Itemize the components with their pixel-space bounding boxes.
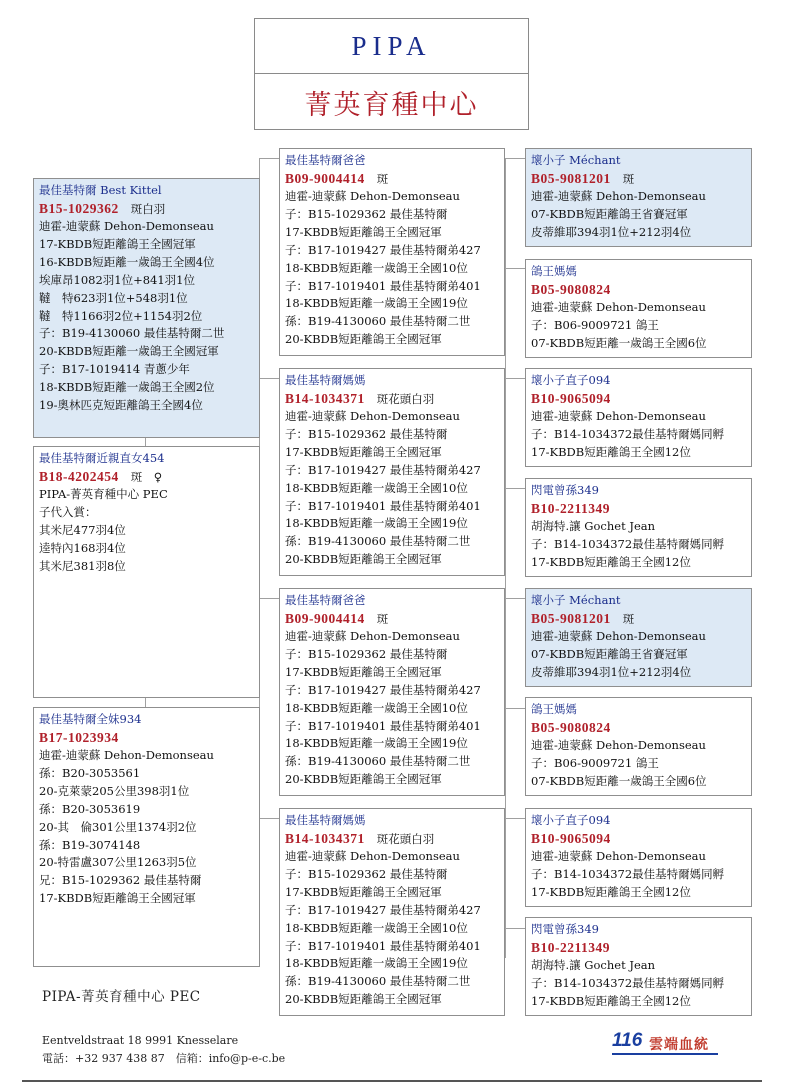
connector	[505, 928, 525, 929]
detail-line: 子：B17-1019401 最佳基特爾弟401	[285, 718, 481, 733]
detail-line: 17-KBDB短距離鴿王全國冠軍	[285, 664, 442, 679]
bottom-divider	[22, 1080, 762, 1082]
page-header	[254, 18, 529, 130]
pigeon-name: 最佳基特爾全妹934	[39, 712, 142, 726]
pigeon-name: 壞小子直子094	[531, 813, 611, 827]
detail-line: 迪霍-迪蒙蘇 Dehon-Demonseau	[285, 189, 460, 203]
mate-card	[33, 446, 260, 698]
sister-card	[33, 707, 260, 967]
ring-number: B17-1023934	[39, 730, 119, 745]
detail-line: 18-KBDB短距離一歲鴿王全國19位	[285, 736, 468, 751]
detail-line: 其米尼381羽8位	[39, 558, 126, 573]
footer-org-name: PIPA-菁英育種中心 PEC	[42, 989, 201, 1005]
detail-line: 子：B06-9009721 鴿王	[531, 317, 659, 332]
detail-line: 子：B15-1029362 最佳基特爾	[285, 206, 448, 221]
detail-line: 迪霍-迪蒙蘇 Dehon-Demonseau	[39, 748, 214, 762]
detail-line: 埃庫昂1082羽1位+841羽1位	[39, 272, 195, 287]
plumage-color: 斑白羽	[130, 202, 166, 216]
plumage-color: 斑花頭白羽	[376, 392, 435, 406]
plumage-color: 斑	[622, 172, 635, 186]
footer-contact	[42, 1032, 285, 1068]
detail-line: 16-KBDB短距離一歲鴿王全國4位	[39, 254, 215, 269]
detail-line: 兄：B15-1029362 最佳基特爾	[39, 873, 202, 888]
logo-number: 116	[612, 1030, 643, 1051]
connector	[505, 158, 525, 159]
detail-line: 孫：B20-3053561	[39, 765, 141, 780]
detail-line: 子：B17-1019427 最佳基特爾弟427	[285, 682, 481, 697]
detail-line: 迪霍-迪蒙蘇 Dehon-Demonseau	[531, 849, 706, 863]
detail-line: 子：B14-1034372最佳基特爾媽同孵	[531, 536, 725, 551]
connector	[505, 598, 525, 599]
detail-line: 19-奧林匹克短距離鴿王全國4位	[39, 398, 203, 413]
detail-line: 子：B14-1034372最佳基特爾媽同孵	[531, 975, 725, 990]
detail-line: 逵特內168羽4位	[39, 540, 126, 555]
detail-line: 子：B15-1029362 最佳基特爾	[285, 646, 448, 661]
plumage-color: 斑	[622, 612, 635, 626]
ring-number: B05-9080824	[531, 282, 611, 297]
pigeon-name: 壞小子 Méchant	[531, 153, 621, 167]
detail-line: 迪霍-迪蒙蘇 Dehon-Demonseau	[531, 738, 706, 752]
detail-line: 子：B17-1019414 青蔥少年	[39, 362, 190, 377]
detail-line: 韃 特1166羽2位+1154羽2位	[39, 308, 203, 323]
detail-line: 其米尼477羽4位	[39, 522, 126, 537]
detail-line: 孫：B20-3053619	[39, 801, 141, 816]
pigeon-name: 壞小子 Méchant	[531, 593, 621, 607]
ring-number: B10-2211349	[531, 940, 611, 955]
detail-line: 20-特雷盧307公里1263羽5位	[39, 855, 197, 870]
detail-line: 20-KBDB短距離鴿王全國冠軍	[285, 552, 442, 567]
detail-line: 子代入賞：	[39, 504, 97, 519]
detail-line: 07-KBDB短距離鴿王省賽冠軍	[531, 206, 688, 221]
detail-line: 18-KBDB短距離一歲鴿王全國10位	[285, 700, 468, 715]
detail-line: 迪霍-迪蒙蘇 Dehon-Demonseau	[531, 409, 706, 423]
detail-line: 皮蒂維耶394羽1位+212羽4位	[531, 664, 692, 679]
grandparent-card	[525, 478, 752, 577]
detail-line: 07-KBDB短距離鴿王省賽冠軍	[531, 646, 688, 661]
cloud-pedigree-logo[interactable]	[612, 1030, 732, 1056]
detail-line: 子：B17-1019401 最佳基特爾弟401	[285, 278, 481, 293]
pigeon-name: 最佳基特爾媽媽	[285, 373, 366, 387]
subject-card	[33, 178, 260, 438]
detail-line: 18-KBDB短距離一歲鴿王全國10位	[285, 260, 468, 275]
ring-number: B09-9004414	[285, 611, 365, 626]
ring-number: B14-1034371	[285, 391, 365, 406]
detail-line: 17-KBDB短距離鴿王全國冠軍	[285, 224, 442, 239]
ring-number: B05-9081201	[531, 171, 611, 186]
detail-line: 17-KBDB短距離鴿王全國冠軍	[285, 884, 442, 899]
pigeon-name: 最佳基特爾爸爸	[285, 593, 366, 607]
detail-line: 17-KBDB短距離鴿王全國12位	[531, 554, 691, 569]
detail-line: 20-其 倫301公里1374羽2位	[39, 819, 197, 834]
detail-line: 18-KBDB短距離一歲鴿王全國19位	[285, 956, 468, 971]
connector	[259, 378, 279, 379]
detail-line: 韃 特623羽1位+548羽1位	[39, 290, 188, 305]
pigeon-name: 閃電曾孫349	[531, 483, 599, 497]
connector	[505, 708, 525, 709]
logo-text: 雲端血統	[649, 1037, 709, 1053]
grandparent-card	[525, 808, 752, 907]
detail-line: 18-KBDB短距離一歲鴿王全國10位	[285, 920, 468, 935]
detail-line: 子：B17-1019427 最佳基特爾弟427	[285, 242, 481, 257]
detail-line: 20-KBDB短距離鴿王全國冠軍	[285, 332, 442, 347]
plumage-color: 斑花頭白羽	[376, 832, 435, 846]
detail-line: 子：B17-1019427 最佳基特爾弟427	[285, 902, 481, 917]
plumage-color: 斑 ♀	[130, 470, 163, 484]
detail-line: 18-KBDB短距離一歲鴿王全國2位	[39, 380, 215, 395]
detail-line: 18-KBDB短距離一歲鴿王全國10位	[285, 480, 468, 495]
sire-card	[279, 148, 505, 356]
connector	[259, 598, 279, 599]
detail-line: 迪霍-迪蒙蘇 Dehon-Demonseau	[531, 189, 706, 203]
detail-line: 迪霍-迪蒙蘇 Dehon-Demonseau	[39, 219, 214, 233]
pigeon-name: 鴿王媽媽	[531, 702, 577, 716]
detail-line: PIPA-菁英育種中心 PEC	[39, 487, 168, 501]
detail-line: 子：B14-1034372最佳基特爾媽同孵	[531, 426, 725, 441]
footer-address: Eentveldstraat 18 9991 Knesselare	[42, 1034, 239, 1047]
detail-line: 07-KBDB短距離一歲鴿王全國6位	[531, 335, 707, 350]
ring-number: B15-1029362	[39, 201, 119, 216]
header-org: PIPA	[255, 19, 528, 74]
pigeon-name: 壞小子直子094	[531, 373, 611, 387]
plumage-color: 斑	[376, 172, 389, 186]
pigeon-name: 最佳基特爾 Best Kittel	[39, 183, 162, 197]
pigeon-name: 閃電曾孫349	[531, 922, 599, 936]
grandparent-card	[525, 697, 752, 796]
grandparent-card	[525, 148, 752, 247]
detail-line: 子：B17-1019427 最佳基特爾弟427	[285, 462, 481, 477]
detail-line: 17-KBDB短距離鴿王全國冠軍	[285, 444, 442, 459]
detail-line: 18-KBDB短距離一歲鴿王全國19位	[285, 516, 468, 531]
detail-line: 子：B17-1019401 最佳基特爾弟401	[285, 938, 481, 953]
ring-number: B10-2211349	[531, 501, 611, 516]
detail-line: 迪霍-迪蒙蘇 Dehon-Demonseau	[285, 849, 460, 863]
detail-line: 子：B14-1034372最佳基特爾媽同孵	[531, 866, 725, 881]
pigeon-name: 最佳基特爾爸爸	[285, 153, 366, 167]
ring-number: B10-9065094	[531, 391, 611, 406]
detail-line: 20-克萊蒙205公里398羽1位	[39, 783, 190, 798]
detail-line: 20-KBDB短距離鴿王全國冠軍	[285, 992, 442, 1007]
detail-line: 子：B17-1019401 最佳基特爾弟401	[285, 498, 481, 513]
grandparent-card	[525, 917, 752, 1016]
detail-line: 胡海特.讓 Gochet Jean	[531, 519, 656, 533]
detail-line: 孫：B19-4130060 最佳基特爾二世	[285, 974, 471, 989]
ring-number: B05-9080824	[531, 720, 611, 735]
connector	[259, 158, 279, 159]
detail-line: 孫：B19-4130060 最佳基特爾二世	[285, 534, 471, 549]
connector	[259, 818, 279, 819]
detail-line: 子：B19-4130060 最佳基特爾二世	[39, 326, 225, 341]
detail-line: 孫：B19-4130060 最佳基特爾二世	[285, 754, 471, 769]
sire-card	[279, 588, 505, 796]
ring-number: B10-9065094	[531, 831, 611, 846]
detail-line: 皮蒂維耶394羽1位+212羽4位	[531, 224, 692, 239]
detail-line: 17-KBDB短距離鴿王全國12位	[531, 884, 691, 899]
connector	[505, 378, 525, 379]
header-center-name: 菁英育種中心	[304, 89, 479, 121]
pigeon-name: 鴿王媽媽	[531, 264, 577, 278]
pigeon-name: 最佳基特爾近親直女454	[39, 451, 165, 465]
grandparent-card	[525, 368, 752, 467]
detail-line: 17-KBDB短距離鴿王全國冠軍	[39, 236, 196, 251]
connector	[505, 158, 506, 958]
detail-line: 07-KBDB短距離一歲鴿王全國6位	[531, 773, 707, 788]
dam-card	[279, 368, 505, 576]
detail-line: 迪霍-迪蒙蘇 Dehon-Demonseau	[285, 409, 460, 423]
plumage-color: 斑	[376, 612, 389, 626]
detail-line: 子：B15-1029362 最佳基特爾	[285, 866, 448, 881]
connector	[145, 437, 146, 446]
detail-line: 迪霍-迪蒙蘇 Dehon-Demonseau	[531, 629, 706, 643]
detail-line: 18-KBDB短距離一歲鴿王全國19位	[285, 296, 468, 311]
detail-line: 20-KBDB短距離一歲鴿王全國冠軍	[39, 344, 219, 359]
detail-line: 子：B15-1029362 最佳基特爾	[285, 426, 448, 441]
detail-line: 胡海特.讓 Gochet Jean	[531, 958, 656, 972]
detail-line: 20-KBDB短距離鴿王全國冠軍	[285, 772, 442, 787]
ring-number: B05-9081201	[531, 611, 611, 626]
detail-line: 孫：B19-3074148	[39, 837, 141, 852]
grandparent-card	[525, 588, 752, 687]
detail-line: 迪霍-迪蒙蘇 Dehon-Demonseau	[531, 300, 706, 314]
ring-number: B14-1034371	[285, 831, 365, 846]
connector	[505, 268, 525, 269]
ring-number: B09-9004414	[285, 171, 365, 186]
grandparent-card	[525, 259, 752, 358]
connector	[145, 698, 146, 707]
detail-line: 迪霍-迪蒙蘇 Dehon-Demonseau	[285, 629, 460, 643]
detail-line: 17-KBDB短距離鴿王全國12位	[531, 993, 691, 1008]
connector	[505, 488, 525, 489]
footer-phone-email: 電話：+32 937 438 87 信箱：info@p-e-c.be	[42, 1052, 286, 1065]
detail-line: 子：B06-9009721 鴿王	[531, 755, 659, 770]
logo-underline	[612, 1053, 718, 1055]
detail-line: 17-KBDB短距離鴿王全國冠軍	[39, 891, 196, 906]
detail-line: 孫：B19-4130060 最佳基特爾二世	[285, 314, 471, 329]
pigeon-name: 最佳基特爾媽媽	[285, 813, 366, 827]
connector	[505, 818, 525, 819]
ring-number: B18-4202454	[39, 469, 119, 484]
dam-card	[279, 808, 505, 1016]
detail-line: 17-KBDB短距離鴿王全國12位	[531, 444, 691, 459]
